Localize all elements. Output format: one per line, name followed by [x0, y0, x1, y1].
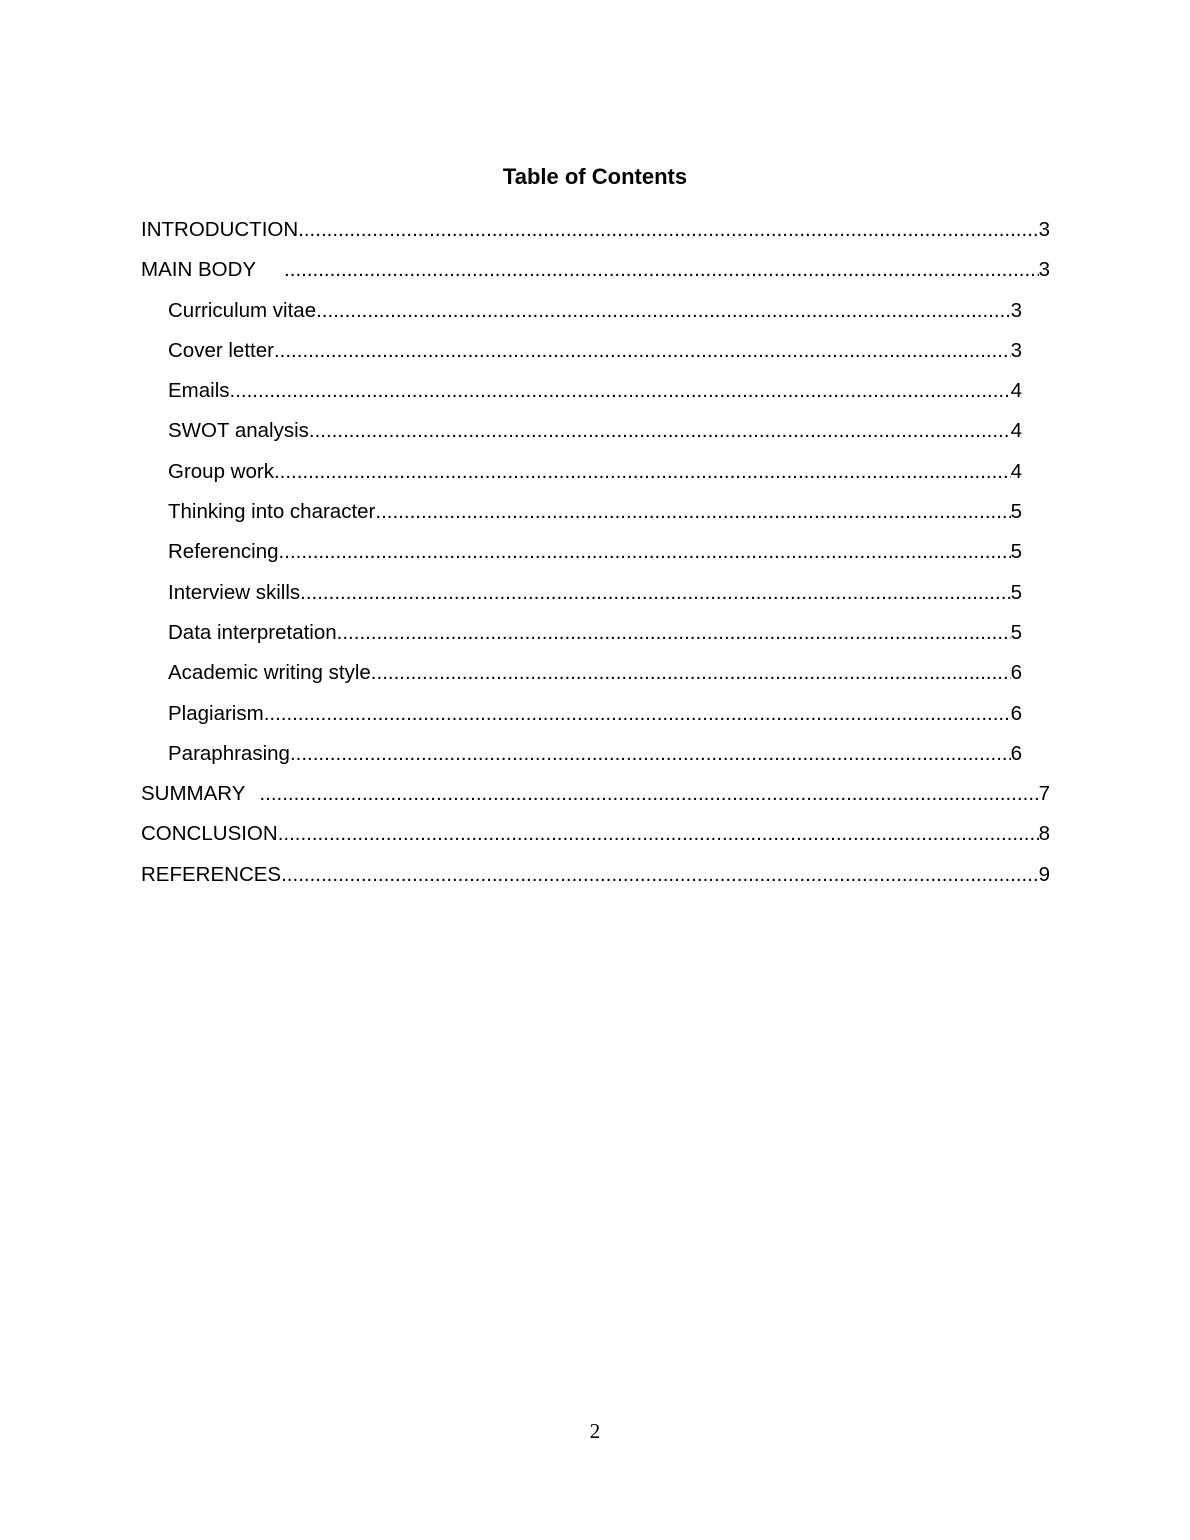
toc-entry-page: 3 [1010, 338, 1022, 362]
toc-entry-references[interactable] [141, 858, 1050, 898]
toc-entry-swot-analysis[interactable] [168, 414, 1022, 454]
toc-entry-label: Cover letter [168, 338, 274, 362]
toc-entry-page: 6 [1010, 741, 1022, 765]
toc-dot-leader [316, 294, 1010, 328]
toc-dot-leader [274, 334, 1011, 368]
page-number: 2 [589, 1419, 601, 1443]
toc-entry-label: CONCLUSION [141, 822, 278, 846]
toc-entry-page: 3 [1038, 258, 1050, 282]
toc-entry-interview-skills[interactable] [168, 576, 1022, 616]
toc-list [0, 213, 1190, 898]
toc-dot-leader [259, 777, 1038, 811]
toc-dot-leader [298, 213, 1038, 247]
toc-entry-academic-writing-style[interactable] [168, 656, 1022, 696]
toc-entry-label: Referencing [168, 540, 279, 564]
toc-entry-group-work[interactable] [168, 455, 1022, 495]
toc-entry-introduction[interactable] [141, 213, 1050, 253]
toc-entry-emails[interactable] [168, 374, 1022, 414]
toc-entry-label: MAIN BODY [141, 258, 257, 282]
toc-entry-page: 4 [1010, 379, 1022, 403]
toc-entry-label: Curriculum vitae [168, 298, 317, 322]
toc-entry-page: 4 [1010, 419, 1022, 443]
toc-dot-leader [264, 697, 1011, 731]
toc-entry-page: 8 [1038, 822, 1050, 846]
toc-entry-page: 5 [1010, 620, 1022, 644]
toc-entry-page: 3 [1010, 298, 1022, 322]
toc-entry-page: 5 [1010, 580, 1022, 604]
toc-entry-label: Plagiarism [168, 701, 264, 725]
toc-entry-page: 9 [1038, 862, 1050, 886]
toc-dot-leader [375, 495, 1010, 529]
toc-entry-label: Emails [168, 379, 230, 403]
toc-entry-page: 3 [1038, 218, 1050, 241]
toc-dot-leader [279, 535, 1011, 569]
toc-entry-label: Interview skills [168, 580, 301, 604]
toc-entry-data-interpretation[interactable] [168, 616, 1022, 656]
toc-dot-leader [278, 817, 1039, 851]
toc-dot-leader [371, 656, 1011, 690]
toc-entry-page: 5 [1010, 500, 1022, 524]
toc-entry-conclusion[interactable] [141, 817, 1050, 857]
toc-dot-leader [230, 374, 1011, 408]
toc-entry-main-body[interactable] [141, 253, 1050, 293]
toc-title: Table of Contents [502, 164, 688, 189]
toc-entry-paraphrasing[interactable] [168, 737, 1022, 777]
toc-entry-summary[interactable] [141, 777, 1050, 817]
toc-dot-leader [284, 253, 1039, 287]
toc-dot-leader [290, 737, 1011, 771]
toc-entry-page: 5 [1010, 540, 1022, 564]
toc-entry-cover-letter[interactable] [168, 334, 1022, 374]
toc-entry-label: Data interpretation [168, 620, 337, 644]
toc-dot-leader [337, 616, 1011, 650]
toc-entry-label: SUMMARY [141, 782, 246, 806]
toc-entry-thinking-into-character[interactable] [168, 495, 1022, 535]
toc-entry-label: Academic writing style [168, 661, 371, 685]
toc-dot-leader [300, 576, 1010, 610]
toc-entry-curriculum-vitae[interactable] [168, 294, 1022, 334]
toc-entry-label: SWOT analysis [168, 419, 309, 443]
toc-entry-page: 6 [1010, 701, 1022, 725]
toc-dot-leader [281, 858, 1038, 892]
toc-entry-label: Thinking into character [168, 500, 376, 524]
toc-entry-label: Paraphrasing [168, 741, 290, 765]
toc-entry-label: REFERENCES [141, 862, 282, 886]
toc-entry-page: 6 [1010, 661, 1022, 685]
toc-entry-referencing[interactable] [168, 535, 1022, 575]
toc-entry-page: 7 [1038, 782, 1050, 806]
toc-dot-leader [309, 414, 1011, 448]
toc-entry-plagiarism[interactable] [168, 697, 1022, 737]
toc-dot-leader [274, 455, 1011, 489]
toc-entry-label: INTRODUCTION [141, 218, 299, 241]
toc-entry-label: Group work [168, 459, 274, 483]
toc-entry-page: 4 [1010, 459, 1022, 483]
